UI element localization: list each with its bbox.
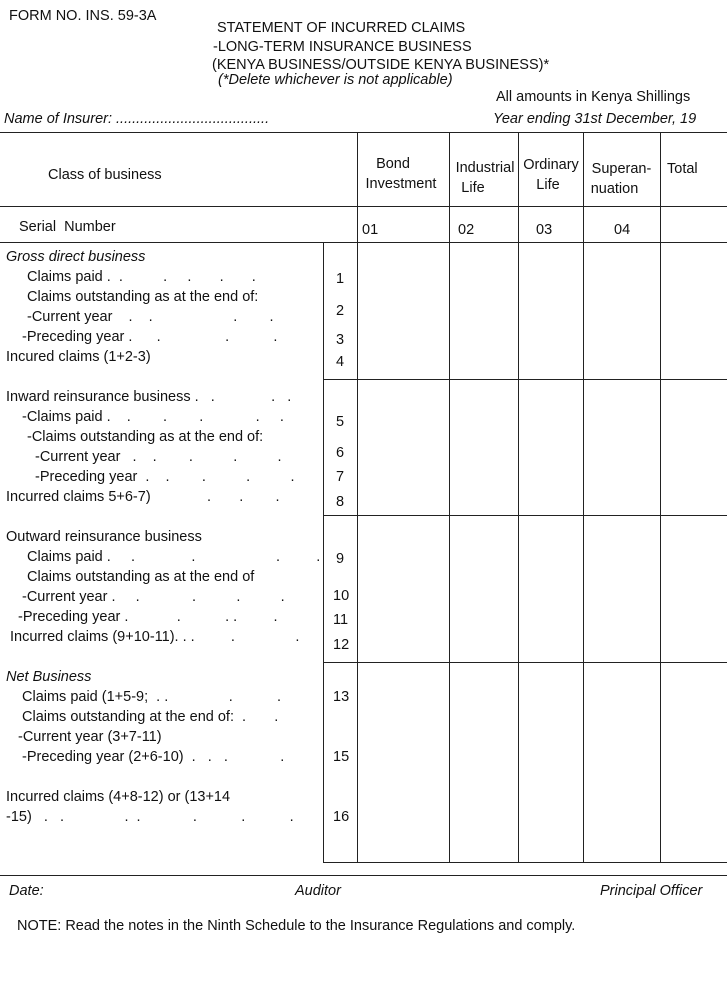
column-header-ordinary-line2: Life xyxy=(536,177,560,193)
column-code-01: 01 xyxy=(362,222,379,238)
serial-column-left-border xyxy=(323,242,324,862)
header-divider xyxy=(0,206,727,207)
title-line-3: (KENYA BUSINESS/OUTSIDE KENYA BUSINESS)* xyxy=(212,57,550,73)
serial-number: 10 xyxy=(333,588,350,604)
section-divider-2 xyxy=(323,515,727,516)
row-label: Net Business xyxy=(6,669,92,685)
year-ending-label: Year ending 31st December, 19 xyxy=(493,111,697,127)
serial-number: 8 xyxy=(336,494,345,510)
row-label: Gross direct business xyxy=(6,249,146,265)
row-label: Claims outstanding as at the end of: xyxy=(27,289,259,305)
column-divider-total xyxy=(660,132,661,862)
serial-number: 5 xyxy=(336,414,345,430)
row-label: Incurred claims 5+6-7) . . . xyxy=(6,489,280,505)
row-label: -Current year . . . . xyxy=(27,309,274,325)
row-label: -Claims paid . . . . . . xyxy=(22,409,284,425)
footer-note: NOTE: Read the notes in the Ninth Schedule to the Insurance Regulations and comply. xyxy=(17,918,576,934)
form-number: FORM NO. INS. 59-3A xyxy=(9,8,157,24)
column-divider-ordinary xyxy=(518,132,519,862)
row-label: -Claims outstanding as at the end of: xyxy=(27,429,264,445)
column-divider-industrial xyxy=(449,132,450,862)
row-label: -Preceding year . . . . . xyxy=(18,609,278,625)
row-label: Claims outstanding as at the end of xyxy=(27,569,255,585)
column-code-04: 04 xyxy=(614,222,631,238)
serial-row-divider xyxy=(0,242,727,243)
column-header-industrial-line2: Life xyxy=(461,180,485,196)
serial-number: 2 xyxy=(336,303,345,319)
serial-number: 16 xyxy=(333,809,350,825)
serial-number-header: Serial Number xyxy=(19,219,116,235)
section-divider-1 xyxy=(323,379,727,380)
date-label: Date: xyxy=(9,883,44,899)
row-label: Claims paid . . . . . xyxy=(27,549,321,565)
row-label: -Current year . . . . . xyxy=(35,449,282,465)
insurer-name-label: Name of Insurer: ...................................... xyxy=(4,111,270,127)
row-label: Inward reinsurance business . . . . xyxy=(6,389,292,405)
table-top-border xyxy=(0,132,727,133)
serial-number: 12 xyxy=(333,637,350,653)
serial-number: 15 xyxy=(333,749,350,765)
class-of-business-header: Class of business xyxy=(48,167,162,183)
row-label: Incured claims (1+2-3) xyxy=(6,349,151,365)
row-label: Claims paid . . . . . . xyxy=(27,269,256,285)
serial-number: 13 xyxy=(333,689,350,705)
row-label: Claims paid (1+5-9; . . . . xyxy=(22,689,282,705)
row-label: -Current year . . . . . xyxy=(22,589,285,605)
serial-number: 11 xyxy=(333,612,349,628)
column-header-ordinary-line1: Ordinary xyxy=(523,157,579,173)
auditor-label: Auditor xyxy=(295,883,341,899)
column-code-03: 03 xyxy=(536,222,553,238)
column-header-bond-line1: Bond xyxy=(376,156,410,172)
principal-officer-label: Principal Officer xyxy=(600,883,703,899)
row-label: -Preceding year (2+6-10) . . . . xyxy=(22,749,285,765)
title-line-1: STATEMENT OF INCURRED CLAIMS xyxy=(217,20,466,36)
row-label: -Preceding year . . . . . xyxy=(35,469,295,485)
row-label: -15) . . . . . . . xyxy=(6,809,294,825)
row-label: Outward reinsurance business xyxy=(6,529,202,545)
column-divider-superannuation xyxy=(583,132,584,862)
table-bottom-border xyxy=(323,862,727,863)
serial-number: 4 xyxy=(336,354,345,370)
column-header-total: Total xyxy=(667,161,698,177)
footer-divider xyxy=(0,875,727,876)
title-line-2: -LONG-TERM INSURANCE BUSINESS xyxy=(213,39,472,55)
serial-number: 6 xyxy=(336,445,345,461)
row-label: Incurred claims (9+10-11). . . . . xyxy=(10,629,300,645)
serial-number: 1 xyxy=(336,271,345,287)
serial-number: 3 xyxy=(336,332,345,348)
serial-number: 9 xyxy=(336,551,345,567)
column-header-superannuation-line2: nuation xyxy=(590,181,639,197)
row-label: -Preceding year . . . . xyxy=(22,329,278,345)
title-note: (*Delete whichever is not applicable) xyxy=(218,72,453,88)
column-code-02: 02 xyxy=(458,222,475,238)
column-divider-bond xyxy=(357,132,358,862)
column-header-industrial-line1: Industrial xyxy=(455,160,515,176)
row-label: -Current year (3+7-11) xyxy=(18,729,162,745)
serial-number: 7 xyxy=(336,469,345,485)
column-header-bond-line2: Investment xyxy=(365,176,437,192)
section-divider-3 xyxy=(323,662,727,663)
currency-note: All amounts in Kenya Shillings xyxy=(496,89,691,105)
column-header-superannuation-line1: Superan- xyxy=(591,161,652,177)
row-label: Incurred claims (4+8-12) or (13+14 xyxy=(6,789,231,805)
row-label: Claims outstanding at the end of: . . xyxy=(22,709,279,725)
